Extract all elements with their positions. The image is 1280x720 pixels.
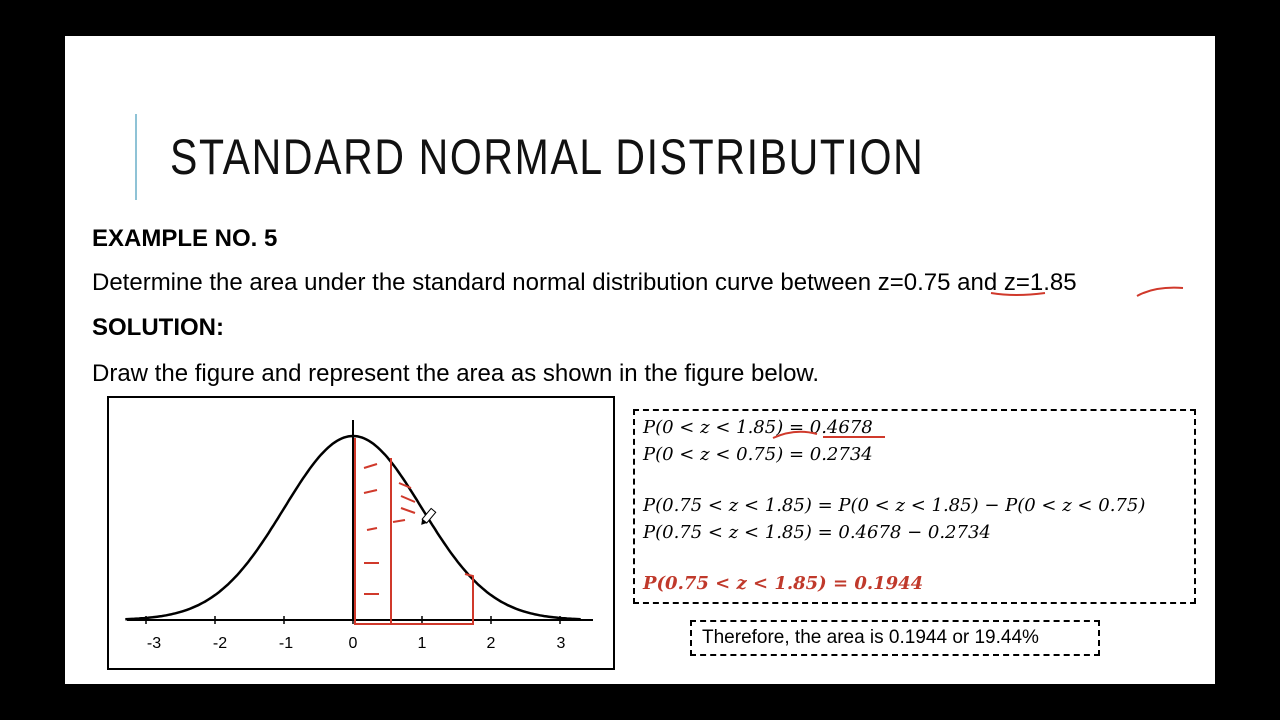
tick-label: -3 (146, 635, 162, 652)
conclusion-text: Therefore, the area is 0.1944 or 19.44% (702, 627, 1039, 648)
hatch-9 (393, 520, 405, 522)
hatch-2 (364, 490, 377, 493)
equation-line-2: P(0 < z < 0.75) = 0.2734 (643, 444, 873, 465)
tick-label: 1 (417, 635, 427, 652)
slide (65, 36, 1215, 684)
hatch-8 (401, 508, 415, 513)
annotation-rect-2 (391, 574, 473, 624)
normal-curve-figure (107, 396, 615, 670)
equation-line-3: P(0.75 < z < 1.85) = P(0 < z < 1.85) − P(0 < z < 0.75) (643, 495, 1146, 516)
conclusion-box (690, 620, 1100, 656)
tick-label: -1 (278, 635, 294, 652)
tick-label: 2 (486, 635, 496, 652)
instruction-text: Draw the figure and represent the area as shown in the figure below. (92, 360, 820, 387)
hatch-7 (401, 496, 415, 502)
hatch-3 (367, 528, 377, 530)
hatch-6 (399, 483, 411, 488)
slide-title: STANDARD NORMAL DISTRIBUTION (170, 129, 925, 185)
solution-label: SOLUTION: (92, 314, 224, 341)
equations-box (633, 409, 1196, 604)
tick-label: -2 (212, 635, 228, 652)
underline-1-85 (1137, 288, 1183, 296)
example-label: EXAMPLE NO. 5 (92, 225, 278, 252)
title-accent-bar (135, 114, 137, 200)
shading-annotation (355, 438, 473, 624)
equation-line-4: P(0.75 < z < 1.85) = 0.4678 − 0.2734 (643, 522, 991, 543)
tick-label: 3 (556, 635, 566, 652)
hatch-1 (364, 464, 377, 468)
normal-curve-svg (109, 398, 613, 668)
tick-label: 0 (348, 635, 358, 652)
equation-line-1: P(0 < z < 1.85) = 0.4678 (643, 417, 873, 438)
problem-statement: Determine the area under the standard normal distribution curve between z=0.75 and z=1.85 (92, 269, 1077, 296)
equation-result: P(0.75 < z < 1.85) = 0.1944 (643, 573, 924, 594)
